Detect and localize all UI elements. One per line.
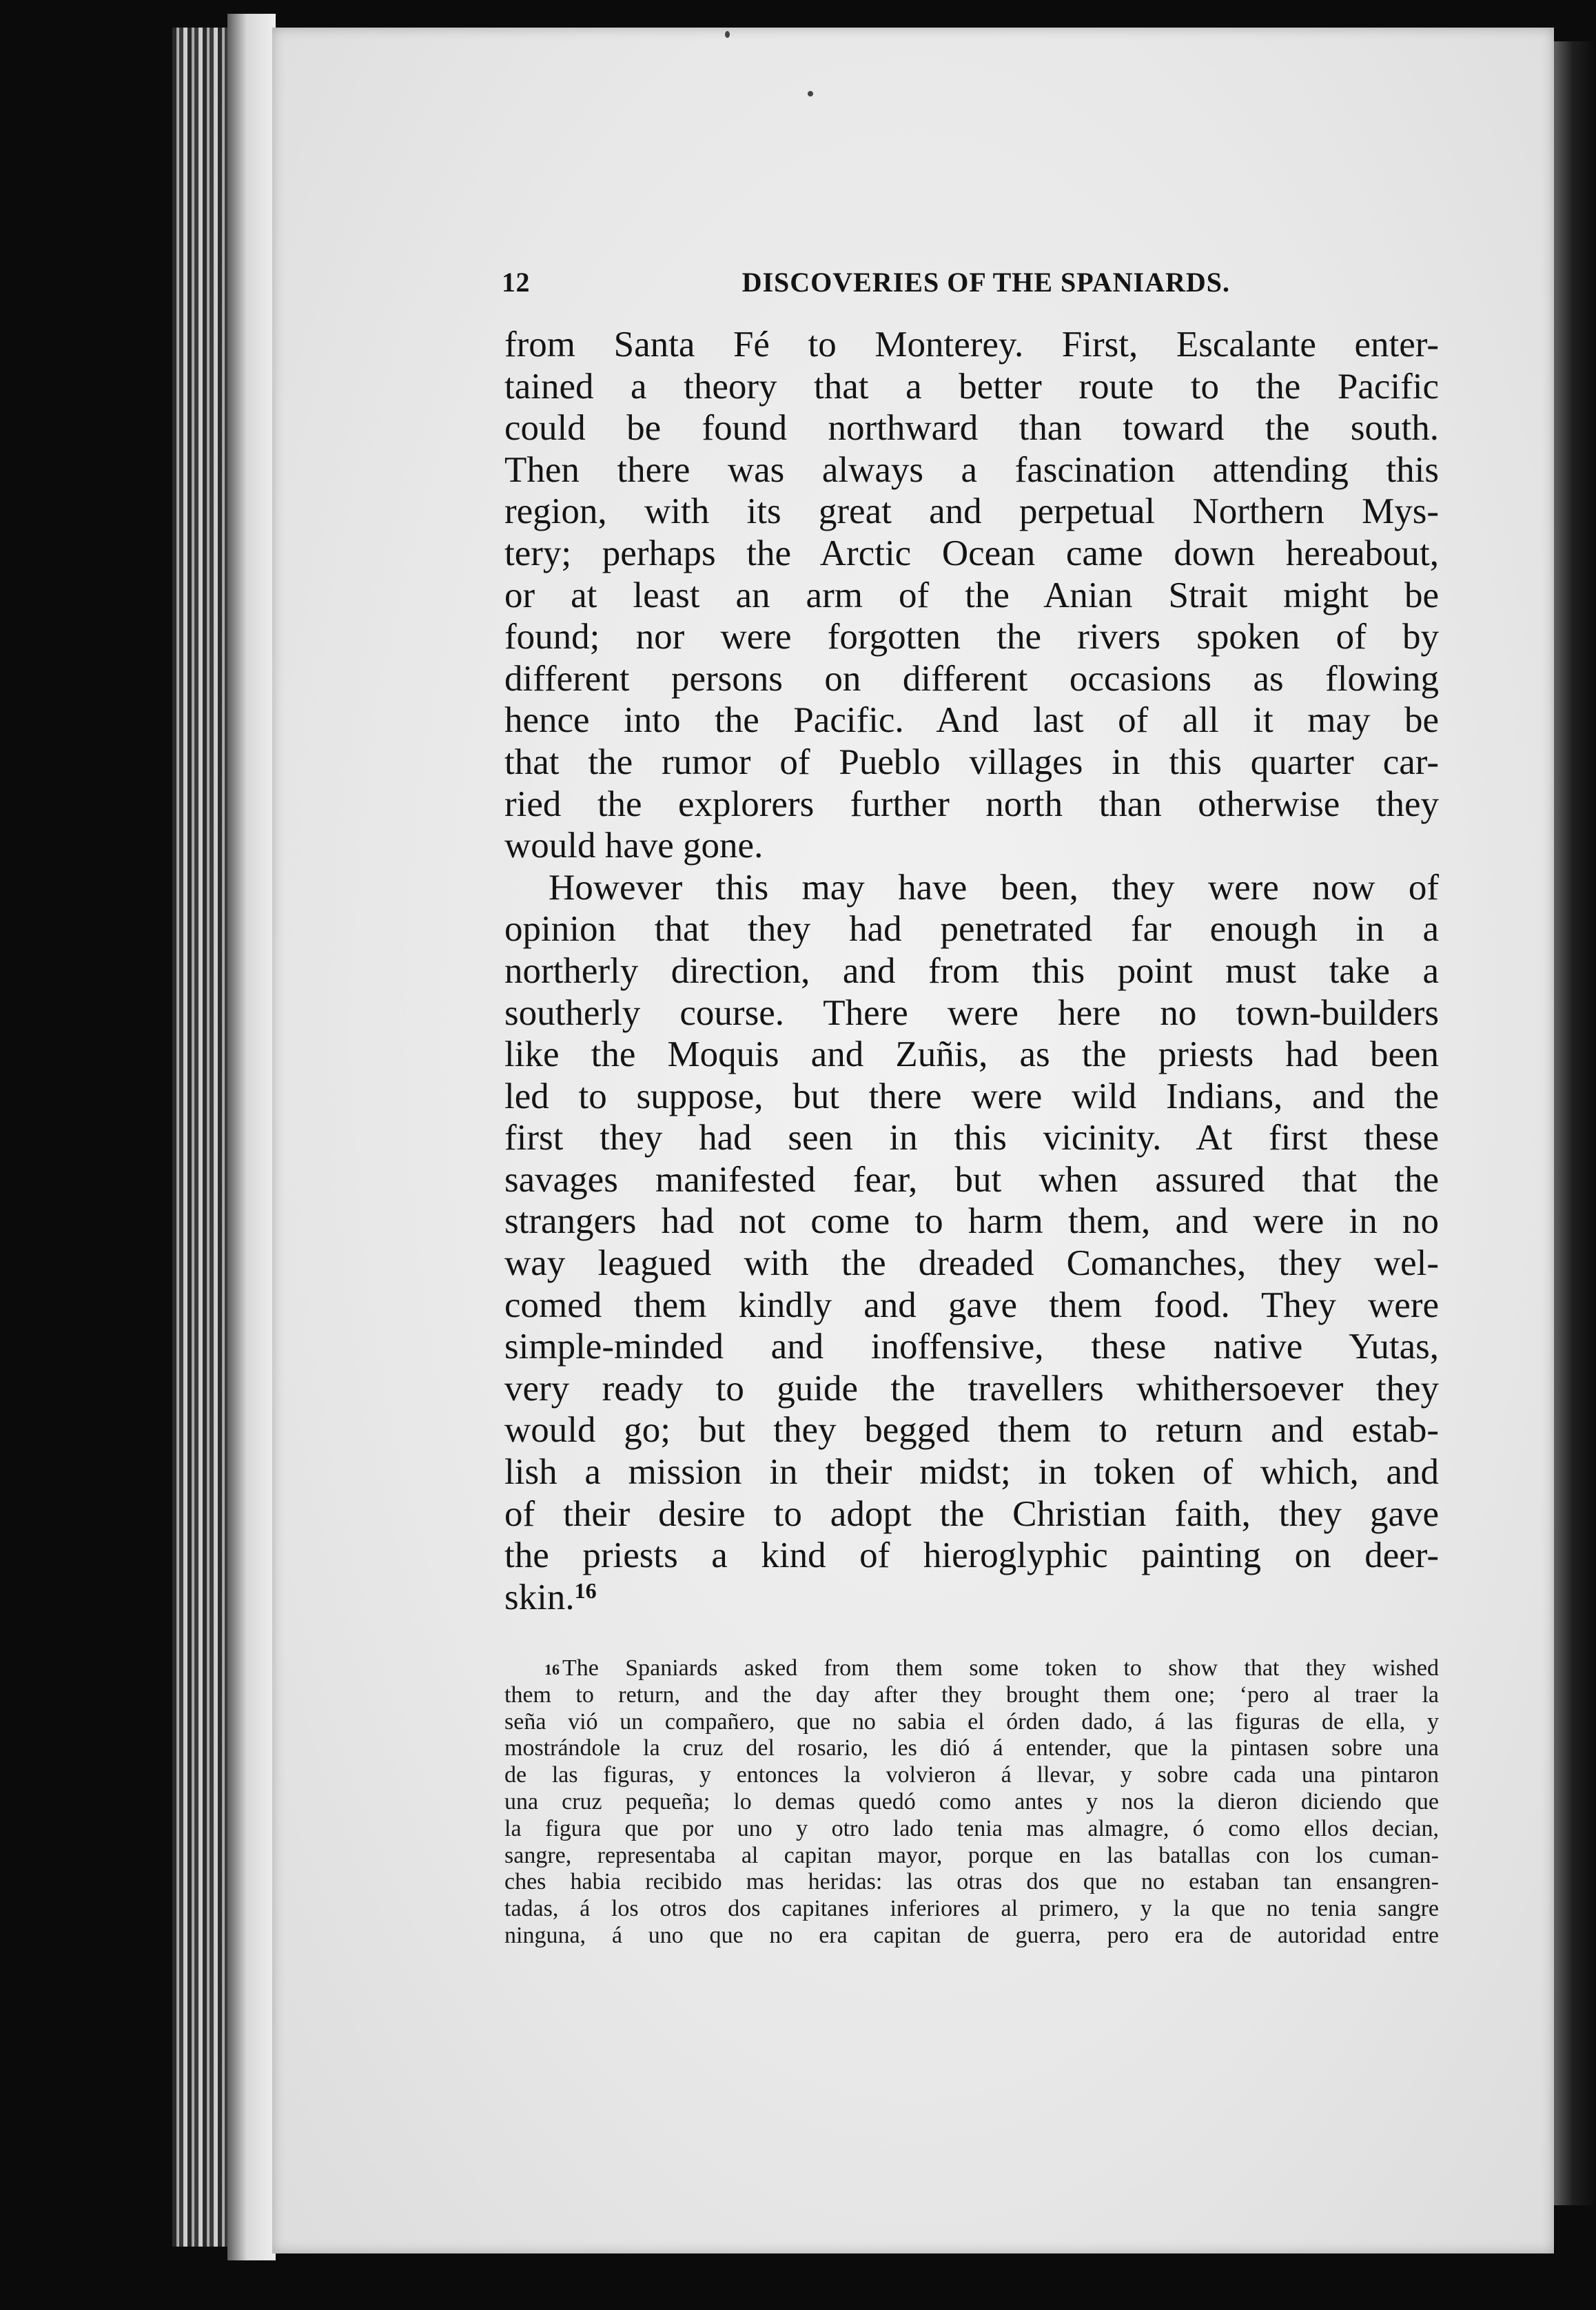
footnote-line: ches habia recibido mas heridas: las otras dos que no estaban tan ensangren- xyxy=(504,1869,1439,1895)
body-line: from Santa Fé to Monterey. First, Escalante enter- xyxy=(504,325,1439,365)
footnote-line: tadas, á los otros dos capitanes inferiores al primero, y la que no tenia sangre xyxy=(504,1896,1439,1922)
body-line: region, with its great and perpetual Northern Mys- xyxy=(504,491,1439,532)
footnote xyxy=(504,1655,1439,1950)
body-line: of their desire to adopt the Christian faith, they gave xyxy=(504,1493,1439,1534)
body-line: tained a theory that a better route to the Pacific xyxy=(504,366,1439,407)
body-line: first they had seen in this vicinity. At first these xyxy=(504,1118,1439,1158)
body-line: led to suppose, but there were wild Indians, and the xyxy=(504,1076,1439,1116)
footnote-line-text: The Spaniards asked from them some token to show that they wished xyxy=(562,1655,1439,1681)
body-line-final xyxy=(504,1577,1439,1619)
running-title: DISCOVERIES OF THE SPANIARDS. xyxy=(741,267,1230,298)
footnote-line: la figura que por uno y otro lado tenia mas almagre, ó como ellos decian, xyxy=(504,1815,1439,1841)
body-line: savages manifested fear, but when assured that the xyxy=(504,1159,1439,1200)
body-line: opinion that they had penetrated far enough in a xyxy=(504,909,1439,950)
footnote-line: seña vió un compañero, que no sabia el órden dado, á las figuras de ella, y xyxy=(504,1708,1439,1735)
running-head xyxy=(502,266,1230,305)
body-line: or at least an arm of the Anian Strait might be xyxy=(504,575,1439,615)
body-text xyxy=(504,324,1439,1618)
dust-speck xyxy=(808,91,813,96)
body-line: would have gone. xyxy=(504,826,764,866)
body-line: the priests a kind of hieroglyphic painting on deer- xyxy=(504,1535,1439,1576)
body-line: tery; perhaps the Arctic Ocean came down hereabout, xyxy=(504,533,1439,573)
body-line: Then there was always a fascination attending this xyxy=(504,449,1439,490)
footnote-line: de las figuras, y entonces la volvieron á llevar, y sobre cada una pintaron xyxy=(504,1762,1439,1788)
footnote-line: sangre, representaba al capitan mayor, porque en las batallas con los cuman- xyxy=(504,1842,1439,1868)
body-line: hence into the Pacific. And last of all it may be xyxy=(504,700,1439,741)
footnote-line: ninguna, á uno que no era capitan de guerra, pero era de autoridad entre xyxy=(504,1922,1439,1948)
page-edge-shadow xyxy=(227,14,276,2260)
body-line: way leagued with the dreaded Comanches, they wel- xyxy=(504,1243,1439,1284)
body-line: lish a mission in their midst; in token of which, and xyxy=(504,1452,1439,1493)
page-number: 12 xyxy=(502,267,530,298)
footnote-line: mostrándole la cruz del rosario, les dió á entender, que la pintasen sobre una xyxy=(504,1735,1439,1761)
body-line: However this may have been, they were now of xyxy=(549,867,1439,908)
body-line: that the rumor of Pueblo villages in this quarter car- xyxy=(504,742,1439,782)
body-line: simple-minded and inoffensive, these native Yutas, xyxy=(504,1327,1439,1367)
body-line: northerly direction, and from this point must take a xyxy=(504,950,1439,991)
body-line: different persons on different occasions as flowing xyxy=(504,658,1439,699)
body-line: like the Moquis and Zuñis, as the priests had been xyxy=(504,1034,1439,1075)
body-line: ried the explorers further north than otherwise they xyxy=(504,784,1439,824)
body-line: found; nor were forgotten the rivers spoken of by xyxy=(504,617,1439,657)
footnote-reference[interactable]: 16 xyxy=(574,1577,597,1603)
dust-speck xyxy=(725,31,730,38)
body-line: strangers had not come to harm them, and were in no xyxy=(504,1201,1439,1242)
body-line: comed them kindly and gave them food. They were xyxy=(504,1285,1439,1325)
footnote-number: 16 xyxy=(544,1661,560,1678)
footnote-line: una cruz pequeña; lo demas quedó como antes y nos la dieron diciendo que xyxy=(504,1788,1439,1815)
body-line: would go; but they begged them to return and estab- xyxy=(504,1410,1439,1451)
body-line: could be found northward than toward the south. xyxy=(504,408,1439,449)
body-line-final-text: skin. xyxy=(504,1577,575,1617)
footnote-line: them to return, and the day after they brought them one; ‘pero al traer la xyxy=(504,1682,1439,1708)
footnote-line xyxy=(504,1655,1439,1682)
body-line: very ready to guide the travellers whithersoever they xyxy=(504,1368,1439,1409)
body-line: southerly course. There were here no town-builders xyxy=(504,992,1439,1033)
